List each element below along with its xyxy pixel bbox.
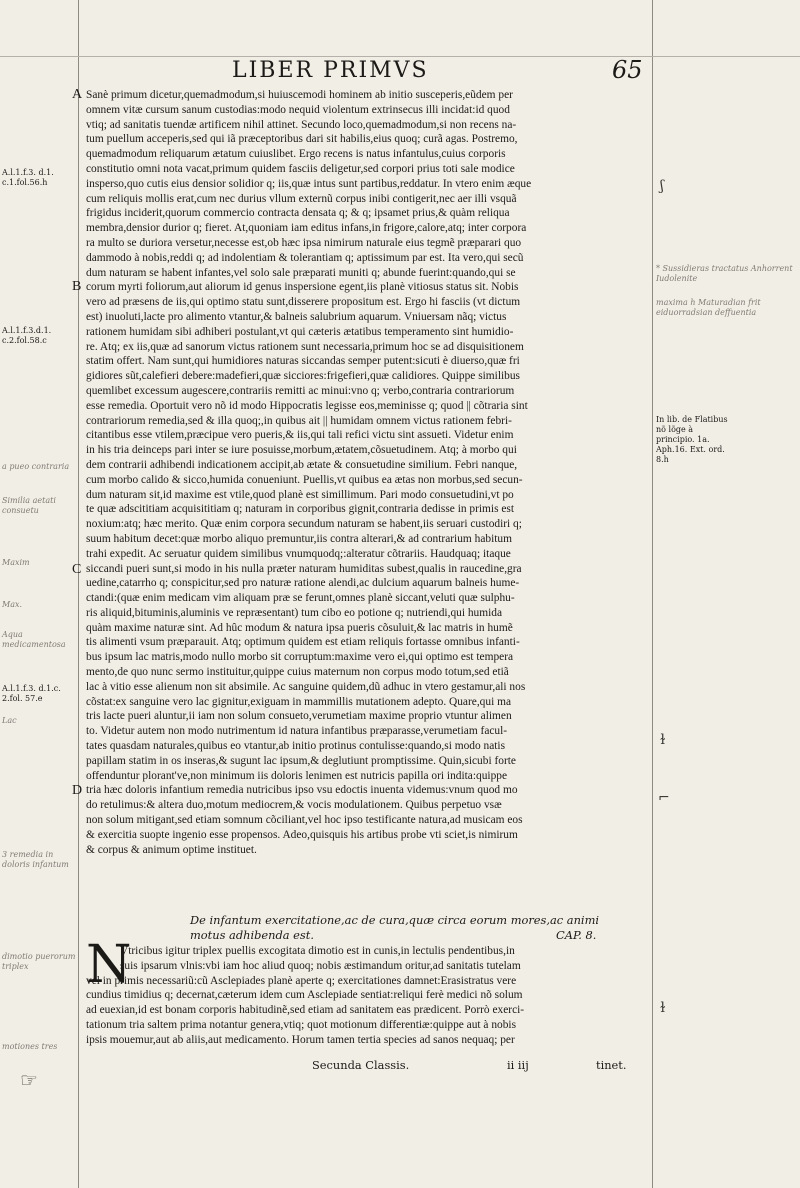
text-line: tationum tria saltem prima notantur genera,vtiq; quot motionum differentiæ:quippe aut à nobis [86, 1018, 517, 1031]
text-line: ra multo se duriora versetur,necesse est,ob hæc ipsa nimirum naturale eius tegmẽ præparari quo [86, 236, 522, 249]
margin-note-left-1: A.l.1.f.3. d.1. c.1.fol.56.h [2, 168, 54, 187]
main-text [72, 87, 646, 857]
signature-mark: ii iij [507, 1058, 529, 1072]
drop-cap: N [86, 935, 132, 995]
text-line: quàm maxime naturæ sint. Ad hûc modum & natura ipsa pueris cõsuluit,& lac matris in humẽ [86, 621, 513, 634]
text-line: to. Videtur autem non modo nutrimentum id natura infantibus præparasse,verumetiam facul- [86, 725, 508, 738]
handwritten-note-4: Max. [2, 600, 23, 609]
text-line: ad euexian,id est bonam corporis habitudinẽ,sed etiam ad sanitatem eas prædicent. Porrò exerci- [86, 1004, 525, 1017]
manicule-mark: ⌐ [658, 790, 670, 806]
text-line: cundius timidius q; decernat,cæterum idem cum Asclepiade sentiat:reliqui ferè medici nõ solum [86, 989, 523, 1002]
text-line: te quæ adscititiam acquisititiam q; naturam in corporibus gignit,contraria dedisse in primis est [86, 503, 515, 516]
text-line: est) inuoluti,lacte pro alimento vtantur,& balneis salubrium aquarum. Vniuersam nãq; victus [86, 310, 507, 323]
page-footer [312, 1058, 627, 1072]
paragraph-4 [86, 944, 646, 1048]
running-header: LIBER PRIMVS [232, 58, 429, 83]
text-line: quemadmodum reliquarum ætatum cuiuslibet. Ergo recens is natus infantulus,cuius corporis [86, 148, 506, 161]
text-line: membra,densior durior q; fieret. At,quoniam iam editus infans,in frigore,calore,atq; inter corpora [86, 222, 527, 235]
handwritten-note-1: a pueo contraria [2, 462, 70, 471]
text-line: tum puellum acceperis,sed qui iã præceptoribus dari sit habilis,eius quoq; curã agas. Postremo, [86, 133, 518, 146]
manicule-mark: ɫ [660, 1000, 666, 1016]
text-line: vero ad præsens de iis,qui optimo statu sunt,disserere propositum est. Ergo hi fasciis (vt dictum [86, 296, 521, 309]
text-line: quemlibet excessum augescere,contrariis remitti ac minui:vno q; verbo,contraria contrariorum [86, 384, 515, 397]
text-line: frigidus inciderit,quorum commercio contracta densata q; & q; ipsamet prius,& quàm reliqua [86, 207, 510, 220]
text-line: constitutio omni nota vacat,primum quidem fasciis deligetur,sed corpori prius toti sale modice [86, 162, 515, 175]
text-line: in his tria deinceps pari inter se iure posuisse,morbum,ætatem,cõsuetudinem. Atq; à morbo qui [86, 444, 517, 457]
text-line: ipsis mouemur,aut ab aliis,aut medicamento. Horum tamen tertia species ad sanos nequaq; per [86, 1033, 515, 1046]
text-line: tris lacte pueri aluntur,ii iam non solum consueto,verumetiam maxime proprio vtuntur alimen [86, 710, 512, 723]
text-line: corum myrti foliorum,aut aliorum id genus inspersione egent,iis planè vitiosus status sit. Nobis [86, 281, 519, 294]
text-line: siccandi pueri sunt,si modo in his nulla præter naturam humiditas subest,qualis in raucedine,gra [86, 562, 522, 575]
text-line: dum naturam sit,id maxime est vtile,quod planè est simillimum. Pari modo consuetudini,vt po [86, 488, 514, 501]
handwritten-note-8: dimotio puerorum triplex [2, 952, 76, 971]
text-line: papillam statim in os inseras,& sugunt lac ipsum,& deglutiunt promptissime. Quin,sicubi forte [86, 754, 516, 767]
text-line: tis alimenti vsum præparauit. Atq; optimum quidem est etiam reliquis fortasse omnibus infanti- [86, 636, 520, 649]
text-line: bus ipsum lac matris,modo nullo morbo sit corruptum:maxime vero ei,qui optimo est tempera [86, 651, 514, 664]
text-line: suis ipsarum vlnis:vbi iam hoc aliud quoq; nobis æstimandum oritur,ad sanitatis tutelam [120, 959, 521, 972]
text-line: Sanè primum dicetur,quemadmodum,si huiuscemodi hominem ab initio susceperis,eũdem per [86, 89, 513, 101]
handwritten-note-5: Aqua medicamentosa [2, 630, 66, 649]
text-line: ris aliquid,bituminis,aluminis ve repræsentant) tum cibo eo potione q; nutriendi,qui humida [86, 606, 503, 619]
margin-note-left-2: A.l.1.f.3.d.1. c.2.fol.58.c [2, 326, 52, 345]
text-line: gidiores sũt,calefieri debere:madefieri,quæ sicciores:frigefieri,quæ calidiores. Quippe similibus [86, 370, 520, 383]
text-line: uedine,catarrho q; conspicitur,sed pro naturæ ratione alendi,ac dulcium aquarum balneis hume- [86, 577, 520, 590]
margin-note-left-3: A.l.1.f.3. d.1.c. 2.fol. 57.e [2, 684, 61, 703]
text-line: cum morbo calido & sicco,humida conueniunt. Puellis,vt quibus ea ætas non morbus,sed secun- [86, 473, 523, 486]
text-line: noxium:atq; hæc merito. Quæ enim corpora secundum naturam se habent,iis seruari custodiri q; [86, 518, 522, 531]
chapter-number: CAP. 8. [556, 928, 597, 942]
text-line: vel in primis necessariũ:cũ Asclepiades planè aperte q; exercitationes damnet:Erasistratus vere [86, 974, 517, 987]
text-line: lac à vitio esse alienum non sit absimile. Ac sanguine quidem,dũ adhuc in vtero gestamur,ali nos [86, 680, 526, 693]
margin-note-right-1: In lib. de Flatibus nõ lõge à principio. 1a. Aph.16. Ext. ord. 8.h [656, 415, 728, 464]
manicule-mark: ʃ [660, 178, 664, 194]
manicule-mark: ɫ [660, 732, 666, 748]
section-letter-a: A [72, 87, 83, 102]
text-line: omnem vitæ cursum sanum custodias:modo nequid violentum extrinsecus illi incidat:id quod [86, 103, 510, 116]
section-letter-d: D [72, 783, 83, 798]
text-line: insperso,quo cutis eius densior solidior q; iis,quæ intus sunt partibus,reddatur. In vtero enim æque [86, 177, 532, 190]
text-line: vtiq; ad sanitatis tuendæ artificem nihil attinet. Secundo loco,quemadmodum,si non recens na- [86, 118, 517, 131]
right-margin-rule [652, 0, 653, 1188]
text-line: dum naturam se habent infantes,vel solo sale præparati muniti q; abunde fuerint:quando,qui se [86, 266, 516, 279]
pointing-hand-icon: ☞ [20, 1068, 38, 1092]
signature-note: Secunda Classis. [312, 1058, 410, 1072]
text-line: rationem humidam sibi adhiberi postulant,vt qui cæteris ætatibus temperamento sint humidio- [86, 325, 514, 338]
text-line: Vtricibus igitur triplex puellis excogitata dimotio est in cunis,in lectulis pendentibus,in [120, 945, 515, 957]
handwritten-note-right-2: maxima h Maturadian frit eiduorradsian deffuentia [656, 298, 761, 317]
handwritten-note-7: 3 remedia in doloris infantum [2, 850, 69, 869]
text-line: esse remedia. Oportuit vero nõ id modo Hippocratis legisse eos,meminisse q; quod || cõtraria sint [86, 399, 528, 412]
text-line: citantibus esse vtilem,præcipue vero pueris,& iis,qui tali refici victu sint assueti. Videtur enim [86, 429, 514, 442]
text-line: suum habitum decet:quæ morbo aliquo premuntur,iis contra alterari,& ad contrarium habitum [86, 532, 512, 545]
text-line: & corpus & animum optime instituet. [86, 843, 257, 856]
handwritten-note-2: Similia aetati consuetu [2, 496, 56, 515]
section-letter-b: B [72, 279, 82, 294]
text-line: tates quasdam naturales,quibus eo vtantur,ab initio protinus contulisse:quando,si modo natis [86, 740, 506, 753]
catchword: tinet. [596, 1058, 627, 1072]
chapter-title: De infantum exercitatione,ac de cura,quæ circa eorum mores,ac animi motus adhibenda est. [190, 913, 600, 942]
text-line: dammodo à nobis,reddi q; ad indolentiam & tolerantiam q; aptissimum par est. Ita vero,qui secũ [86, 251, 524, 264]
handwritten-note-9: motiones tres [2, 1042, 58, 1051]
paragraph-2 [86, 532, 646, 754]
text-line: trahi expedit. Ac seruatur quidem similibus vnumquodq;:alteratur cõtrariis. Haudquaq; itaque [86, 547, 511, 560]
handwritten-note-right-1: * Sussidieras tractatus Anhorrent Iudolenite [656, 264, 793, 283]
header-rule [0, 56, 800, 57]
text-line: dem contrarii adhibendi indicationem accipit,ab ætate & consuetudine similium. Febri nanque, [86, 458, 518, 471]
section-letter-c: C [72, 562, 82, 577]
text-line: statim offert. Nam sunt,qui humidiores naturas siccandas semper putent:sicuti è diuerso,quæ fri [86, 355, 520, 368]
text-line: cum reliquis mollis erat,cum nec durius vllum externũ corpus inibi contigerit,nec aer illi vsquã [86, 192, 517, 205]
left-margin-rule [78, 0, 79, 1188]
text-line: contrariorum remedia,sed & illa quoq;,in quibus ait || humidam omnem victus rationem febri- [86, 414, 512, 427]
text-line: & exercitia suopte ingenio esse propensos. Adeo,quisquis his artibus probe vti sciet,is nimirum [86, 828, 518, 841]
text-line: re. Atq; ex iis,quæ ad sanorum victus rationem sunt necessaria,primum hoc se ad disquisitionem [86, 340, 524, 353]
handwritten-note-3: Maxim [2, 558, 30, 567]
text-line: ctandi:(quæ enim medicam vim aliquam præ se ferunt,omnes planè siccant,veluti quæ sulphu- [86, 592, 515, 605]
handwritten-note-6: Lac [2, 716, 17, 725]
text-line: non solum mitigant,sed etiam somnum cõciliant,vel hoc ipso testificante natura,ad musicam eos [86, 814, 523, 827]
text-line: do retulimus:& altera duo,motum mediocrem,& vocis modulationem. Quibus perpetuo vsæ [86, 799, 502, 812]
text-line: tria hæc doloris infantium remedia nutricibus ipso vsu edoctis inuenta videmus:vnum quod mo [86, 784, 518, 797]
page-number: 65 [612, 56, 643, 84]
text-line: mento,de quo nunc sermo instituitur,quippe cuius maternum non corpus modo totum,sed etiã [86, 666, 509, 679]
paragraph-1 [86, 88, 646, 532]
paragraph-3 [86, 754, 646, 858]
text-line: cõstat:ex sanguine vero lac gignitur,exiguam in mammillis mutationem adepto. Quare,qui ma [86, 695, 512, 708]
text-line: offenduntur plorant've,non minimum iis doloris lenimen est nutricis papilla ori indita:quippe [86, 769, 508, 782]
